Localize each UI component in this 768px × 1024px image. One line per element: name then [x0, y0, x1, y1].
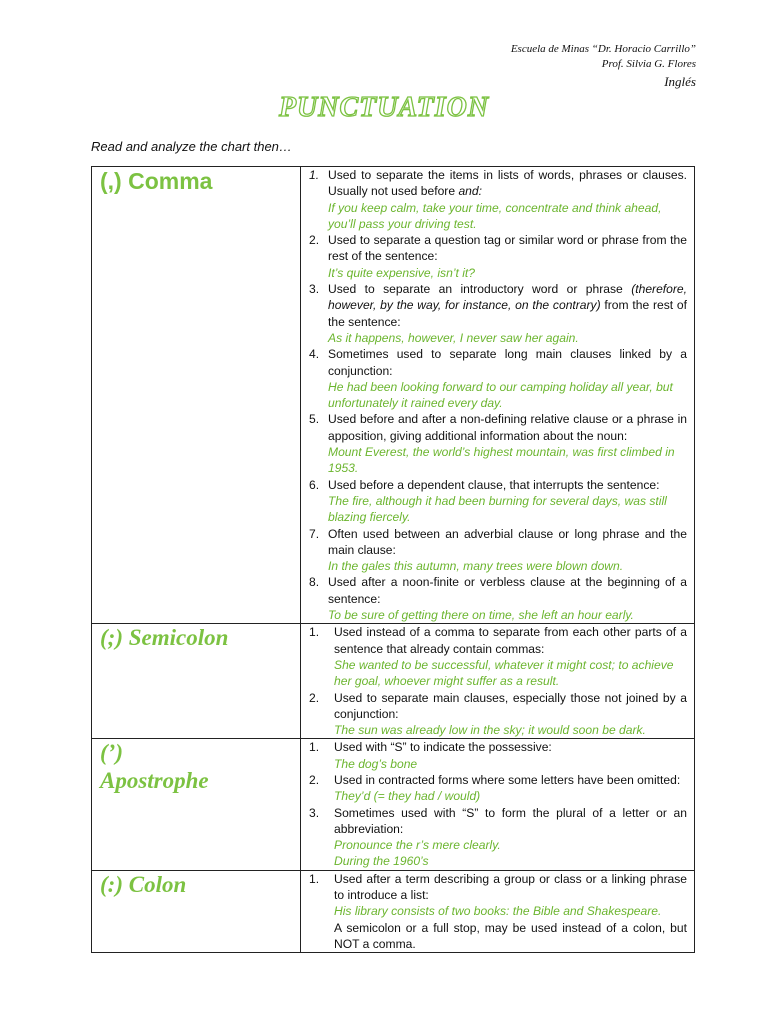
colon-note: A semicolon or a full stop, may be used instead of a colon, but NOT a comma. — [334, 920, 687, 951]
rule-number: 5. — [309, 412, 320, 427]
rule-example: Mount Everest, the world’s highest mountain, was first climbed in 1953. — [328, 445, 675, 476]
rule-number: 1. — [309, 168, 320, 182]
rule-item — [309, 690, 687, 739]
rule-text: Used after a term describing a group or class or a linking phrase to introduce a list: — [334, 871, 687, 903]
rule-item — [309, 411, 687, 476]
rule-example: If you keep calm, take your time, concentrate and think ahead, you’ll pass your driving test. — [328, 200, 662, 231]
rule-number: 7. — [309, 526, 320, 541]
rule-item — [309, 526, 687, 575]
rule-text: Used to separate main clauses, especially those not joined by a conjunction: — [334, 690, 687, 721]
rule-item — [309, 739, 687, 772]
rule-number: 6. — [309, 477, 320, 492]
rule-example: They’d (= they had / would) — [334, 789, 481, 804]
section-colon — [92, 870, 695, 952]
section-rules-cell — [301, 167, 695, 624]
apostrophe-label: Apostrophe — [100, 768, 209, 794]
colon-rules — [309, 871, 687, 920]
rule-text: Used in contracted forms where some letters have been omitted: — [334, 772, 681, 787]
rule-text: Used before a dependent clause, that interrupts the sentence: — [328, 477, 660, 492]
section-rules-cell — [301, 739, 695, 870]
apostrophe-label-symbol: (’) — [100, 740, 123, 766]
page-title: PUNCTUATION — [278, 92, 490, 123]
rule-number: 1. — [309, 625, 320, 640]
rule-example: She wanted to be successful, whatever it might cost; to achieve her goal, whoever might suffer as a result. — [334, 657, 674, 689]
rule-example: It’s quite expensive, isn’t it? — [328, 265, 475, 280]
rule-example: He had been looking forward to our camping holiday all year, but unfortunately it rained every day. — [328, 379, 673, 411]
teacher-name: Prof. Silvia G. Flores — [601, 58, 696, 70]
rule-item — [309, 574, 687, 623]
section-label-cell — [92, 870, 301, 952]
rule-text: Used before and after a non-defining relative clause or a phrase in apposition, giving additional information about the noun: — [328, 412, 687, 443]
comma-rules — [309, 167, 687, 623]
rule-text: Sometimes used with “S” to form the plural of a letter or an abbreviation: — [334, 805, 687, 836]
rule-number: 1. — [309, 871, 320, 886]
rule-example: Pronounce the r’s mere clearly. — [334, 838, 501, 853]
rule-item — [309, 772, 687, 805]
rule-example: The sun was already low in the sky; it would soon be dark. — [334, 723, 646, 738]
rule-text: Used to separate an introductory word or phrase — [328, 282, 623, 297]
semicolon-rules — [309, 624, 687, 738]
section-label-cell — [92, 167, 301, 624]
rule-text: from the rest of the sentence: — [328, 298, 687, 329]
section-semicolon — [92, 624, 695, 739]
rule-number: 2. — [309, 690, 320, 705]
rule-number: 1. — [309, 740, 320, 755]
section-rules-cell — [301, 624, 695, 739]
rule-example: In the gales this autumn, many trees were blown down. — [328, 559, 624, 574]
rule-example: His library consists of two books: the Bible and Shakespeare. — [334, 904, 662, 919]
rule-item — [309, 167, 687, 232]
rule-item — [309, 805, 687, 870]
rule-text: Used to separate the items in lists of words, phrases or clauses. Usually not used before — [328, 168, 687, 199]
colon-label: (:) Colon — [100, 871, 187, 897]
rule-item — [309, 232, 687, 281]
rule-text: Used to separate a question tag or similar word or phrase from the rest of the sentence: — [328, 233, 687, 264]
rule-example: To be sure of getting there on time, she left an hour early. — [328, 608, 634, 623]
rule-item — [309, 624, 687, 689]
rule-number: 2. — [309, 233, 320, 248]
rule-text: Used instead of a comma to separate from each other parts of a sentence that already contain commas: — [334, 625, 687, 656]
rule-text: Often used between an adverbial clause or long phrase and the main clause: — [328, 526, 687, 557]
rule-number: 2. — [309, 772, 320, 787]
rule-italic-text: and: — [458, 184, 482, 199]
comma-label: (,) Comma — [100, 168, 213, 194]
rule-example: The dog’s bone — [334, 756, 418, 771]
rule-number: 3. — [309, 282, 320, 297]
section-rules-cell — [301, 870, 695, 952]
rule-text: Used after a noon-finite or verbless clause at the beginning of a sentence: — [328, 575, 687, 606]
section-comma — [92, 167, 695, 624]
section-label-cell — [92, 739, 301, 870]
apostrophe-rules — [309, 739, 687, 869]
rule-item — [309, 871, 687, 920]
rule-item — [309, 477, 687, 526]
rule-number: 8. — [309, 575, 320, 590]
semicolon-label: (;) Semicolon — [100, 625, 229, 651]
intro-text: Read and analyze the chart then… — [91, 139, 292, 154]
section-label-cell — [92, 624, 301, 739]
school-name: Escuela de Minas “Dr. Horacio Carrillo” — [510, 43, 696, 55]
rule-example: During the 1960’s — [334, 854, 429, 869]
subject-name: Inglés — [664, 74, 696, 89]
rule-text: Used with “S” to indicate the possessive: — [334, 740, 552, 755]
punctuation-chart — [91, 166, 695, 953]
rule-example: The fire, although it had been burning for several days, was still blazing fiercely. — [328, 493, 667, 525]
rule-example: As it happens, however, I never saw her again. — [328, 330, 579, 345]
rule-item — [309, 281, 687, 346]
rule-item — [309, 346, 687, 411]
rule-number: 3. — [309, 805, 320, 820]
rule-number: 4. — [309, 347, 320, 362]
section-apostrophe — [92, 739, 695, 870]
rule-italic-text: (therefore, however, by the way, for instance, on the contrary) — [328, 282, 687, 313]
rule-text: Sometimes used to separate long main clauses linked by a conjunction: — [328, 347, 687, 378]
